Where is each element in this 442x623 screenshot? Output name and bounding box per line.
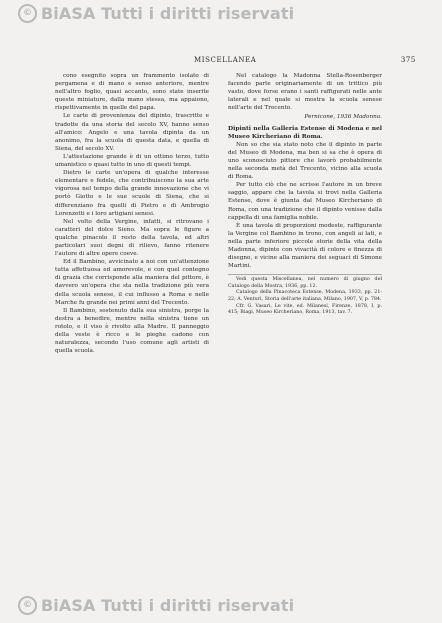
paragraph: Il Bambino, sostenuto dalla sua sinistra, porge la destra a benedire, mentre nella sinistra tiene un rotolo, e il viso è rivolto alla Madre. Il panneggio della veste è ricco e le pieghe cadono con naturalezza, secondo l'uso comune agli artisti di quella scuola. [55,307,209,355]
footnote: Cfr. G. Vasari, Le vite, ed. Milanesi, Firenze, 1878, I, p. 415; Biagi, Museo Kircheriano, Roma, 1913, tav. 7. [228,303,382,316]
footnotes [228,274,382,317]
paragraph: Ed il Bambino, avvicinato a noi con un'attenzione tutta affettuosa ed amorevole, e con quel contegno di grazia che corrisponde alla maniera del pittore, è davvero un'opera che sta nella tradizione più vera della scuola senese, il cui influsso a Roma e nelle Marche fu grande nei primi anni del Trecento. [55,259,209,306]
watermark-text: BiASA Tutti i diritti riservati [41,596,295,615]
left-column [55,72,209,572]
copyright-circle-icon: © [18,4,37,23]
paragraph: È una tavola di proporzioni modeste, raffigurante la Vergine col Bambino in trono, con angeli ai lati, e nella parte inferiore piccole storie della vita della Madonna, dipinte con vivacità di colore e finezza di disegno, e vicine alla maniera dei seguaci di Simone Martini. [228,222,382,270]
article-heading: Dipinti nella Galleria Estense di Modena e nel Museo Kircheriano di Roma. [228,124,382,140]
footnote: Catalogo della Pinacoteca Estense, Modena, 1933, pp. 21-22; A. Venturi, Storia dell'arte italiana, Milano, 1907, V, p. 784. [228,290,382,303]
copyright-circle-icon: © [18,596,37,615]
right-column [228,72,382,572]
paragraph: Non so che sia stato noto che il dipinto in parte del Museo di Modena, ma ben si sa che è opera di uno sconosciuto pittore che lavorò probabilmente nella seconda metà del Trecento, vicino alla scuola di Roma. [228,141,382,181]
paragraph: Nel volto della Vergine, infatti, si ritrovano i caratteri del dolce Sieno. Ma sopra le figure a qualche pinacolo il resto della tavola, ed altri particolari suoi degni di rilievo, fanno ritenere l'autore di altre opere coeve. [55,218,209,258]
paragraph: Dietro le carte un'opera di qualche interesse elementare e fedele, che contribuiscono la sua arte vigorosa nel tempo della grande innovazione che vi portò Giotto e le sue scuole di Siena, che si differenziano fra quelli di Pietro e di Ambrogio Lorenzetti e i loro artigiani senesi. [55,170,209,217]
watermark-top [18,4,294,23]
running-header [52,56,416,66]
paragraph: Nel catalogo la Madonna Stella-Rosenberger facendo parte originariamente di un trittico più vasto, dove forse erano i santi raffigurati nelle ante laterali e nel quale si mostra la scuola senese nell'arte del Trecento. [228,73,382,112]
paragraph: Le carte di provenienza del dipinto, trascritte e tradotte da una storia del secolo XV, hanno senso all'amico: Angelo e una tavola dipinta da un anonimo, fra la scuola di questa data, e quella di Siena, del secolo XV. [55,113,209,152]
paragraph: L'attestazione grande è di un ottimo terzo, tutto umanistico o quasi tutto in uno di questi tempi. [55,153,209,169]
signature: Pernicone, 1936 Madonna. [304,114,382,121]
paragraph: Per tutto ciò che ne scrisse l'autore in un breve saggio, appare che la tavola si trovi nella Galleria Estense, dove è giunta dal Museo Kircheriano di Roma, con una tradizione che il dipinto venisse dalla cappella di una famiglia nobile. [228,182,382,221]
section-title: MISCELLANEA [194,56,257,64]
watermark-text: BiASA Tutti i diritti riservati [41,4,295,23]
footnote: Vedi questa Miscellanea, nel numero di giugno del Catalogo della Mostra, 1936, pp. 12. [228,277,382,289]
page-number: 375 [400,56,416,64]
paragraph: cono esegnito sopra un frammento isolato di pergamena e di mano e senso anteriore, mentre nell'altro foglio, quasi accanto, sono state inserite queste miniature, dalla mano stessa, ma appaiono, rispettivamente in quelle del papa. [55,73,209,112]
watermark-bottom [18,596,294,615]
